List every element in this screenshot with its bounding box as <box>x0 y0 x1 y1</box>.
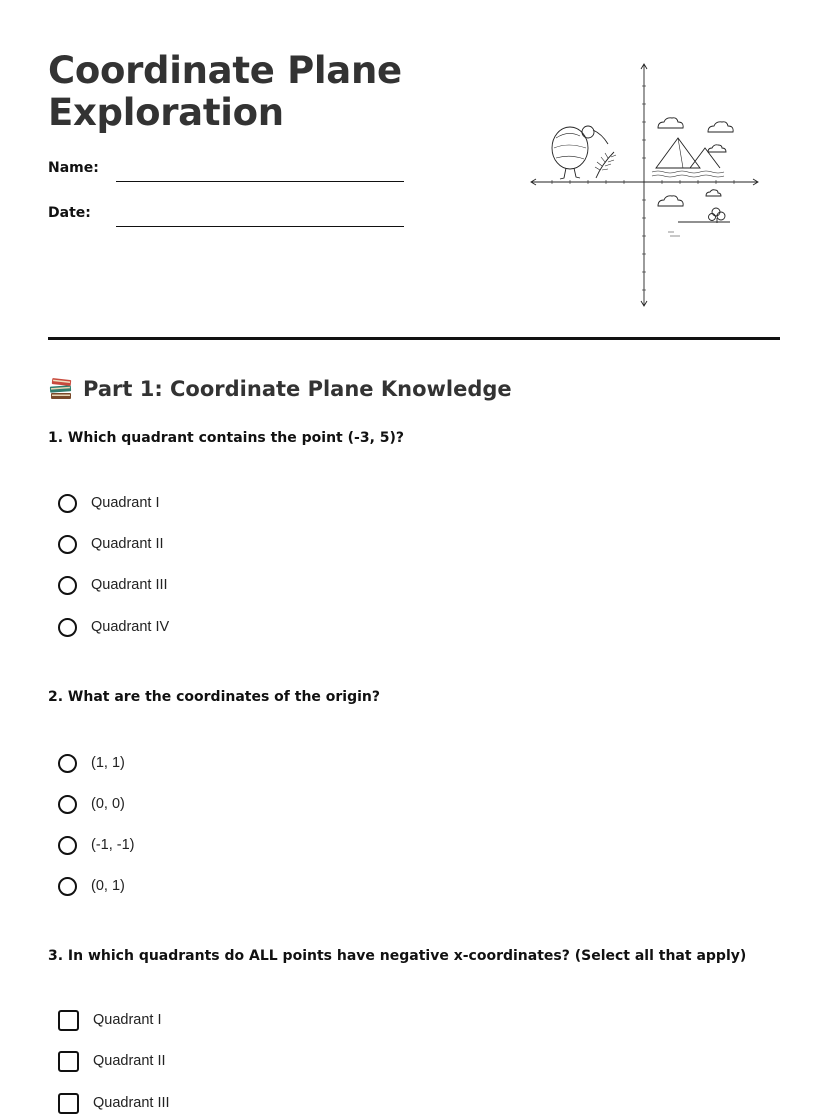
name-field[interactable] <box>116 181 404 182</box>
water-lines <box>652 171 724 177</box>
radio-button[interactable] <box>58 535 77 554</box>
q3-option-2[interactable] <box>58 1049 166 1073</box>
page-title <box>48 50 468 134</box>
radio-button[interactable] <box>58 618 77 637</box>
radio-button[interactable] <box>58 754 77 773</box>
q3-option-1[interactable] <box>58 1008 162 1032</box>
option-label: (-1, -1) <box>91 837 135 853</box>
title-line-1: Coordinate Plane <box>48 49 402 92</box>
part-1-heading <box>48 374 512 404</box>
radio-button[interactable] <box>58 494 77 513</box>
radio-button[interactable] <box>58 836 77 855</box>
option-label: Quadrant IV <box>91 619 170 635</box>
q2-option-4[interactable] <box>58 874 125 898</box>
q2-option-3[interactable] <box>58 833 135 857</box>
option-label: (0, 0) <box>91 796 125 812</box>
option-label: Quadrant I <box>91 495 160 511</box>
question-3-text: 3. In which quadrants do ALL points have negative x-coordinates? (Select all that apply) <box>48 948 747 964</box>
date-field[interactable] <box>116 226 404 227</box>
radio-button[interactable] <box>58 576 77 595</box>
checkbox[interactable] <box>58 1051 79 1072</box>
name-label: Name: <box>48 160 99 176</box>
option-label: Quadrant II <box>91 536 164 552</box>
option-label: Quadrant III <box>93 1095 170 1111</box>
option-label: Quadrant III <box>91 577 168 593</box>
tree-icon <box>678 208 730 223</box>
radio-button[interactable] <box>58 877 77 896</box>
fern-leaf-icon <box>595 152 616 178</box>
checkbox[interactable] <box>58 1093 79 1114</box>
q1-option-1[interactable] <box>58 491 160 515</box>
title-line-2: Exploration <box>48 91 284 134</box>
option-label: (1, 1) <box>91 755 125 771</box>
q2-option-1[interactable] <box>58 751 125 775</box>
pyramids-icon <box>656 138 720 168</box>
option-label: Quadrant II <box>93 1053 166 1069</box>
q1-option-4[interactable] <box>58 615 169 639</box>
books-icon <box>48 376 74 402</box>
question-2-text: 2. What are the coordinates of the origin? <box>48 689 381 705</box>
q3-option-3[interactable] <box>58 1091 170 1115</box>
checkbox[interactable] <box>58 1010 79 1031</box>
small-marks <box>668 232 680 236</box>
q1-option-3[interactable] <box>58 573 168 597</box>
radio-button[interactable] <box>58 795 77 814</box>
q1-option-2[interactable] <box>58 532 164 556</box>
question-1-text: 1. Which quadrant contains the point (-3, 5)? <box>48 430 405 446</box>
header-divider <box>48 337 780 340</box>
q2-option-2[interactable] <box>58 792 125 816</box>
axis-ticks <box>552 86 734 290</box>
part-1-title: Part 1: Coordinate Plane Knowledge <box>83 377 512 401</box>
coordinate-plane-illustration <box>528 60 764 310</box>
option-label: Quadrant I <box>93 1012 162 1028</box>
option-label: (0, 1) <box>91 878 125 894</box>
date-label: Date: <box>48 205 91 221</box>
